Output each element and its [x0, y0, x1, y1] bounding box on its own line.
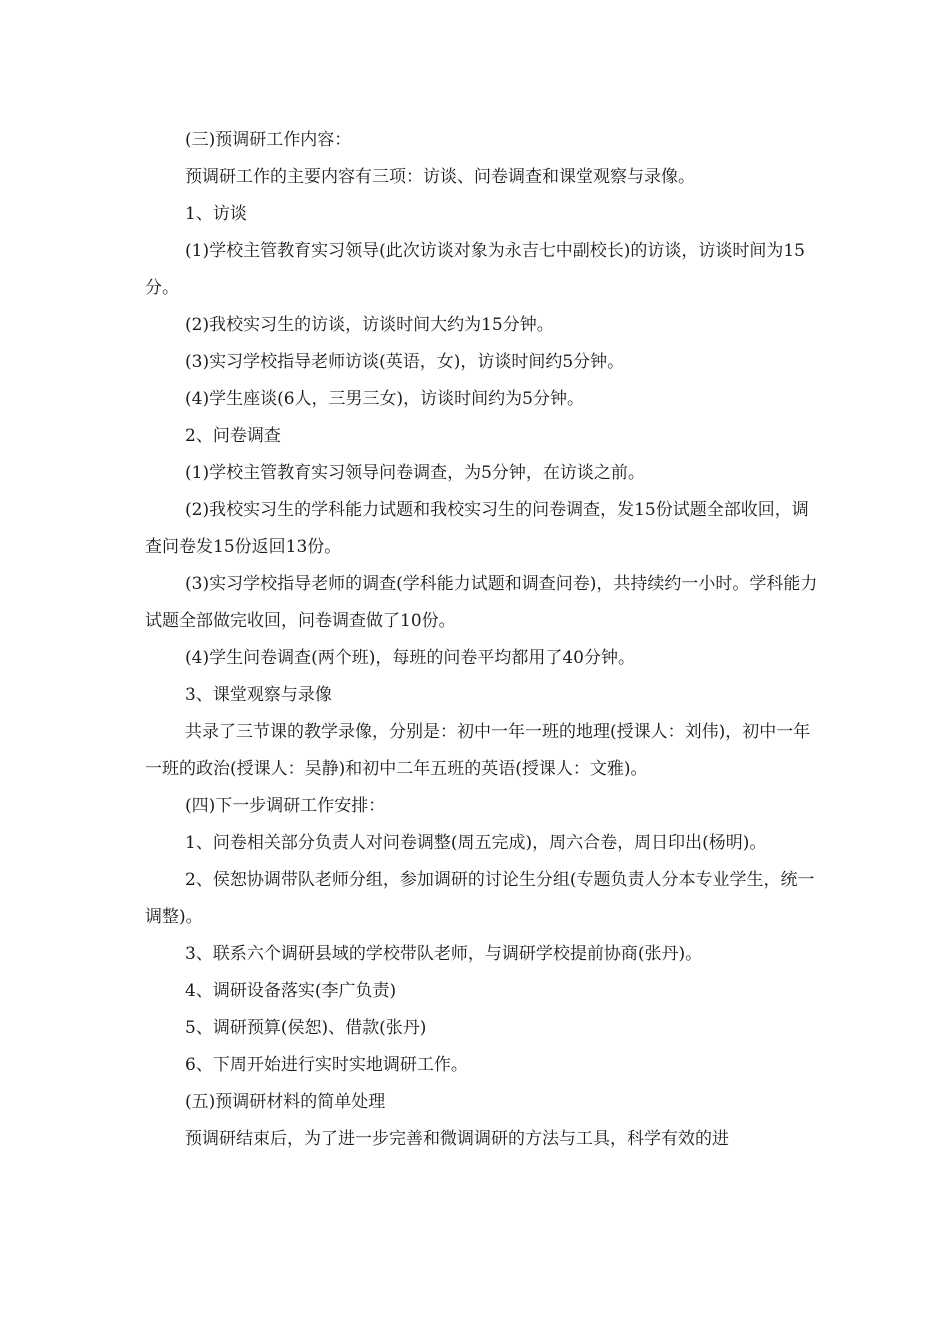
paragraph: (3)实习学校指导老师访谈(英语，女)，访谈时间约5分钟。 — [185, 352, 625, 372]
paragraph: 5、调研预算(侯恕)、借款(张丹) — [185, 1018, 427, 1038]
paragraph: 共录了三节课的教学录像，分别是：初中一年一班的地理(授课人：刘伟)，初中一年一班的政治(授课人：吴静)和初中二年五班的英语(授课人：文雅)。 — [145, 722, 811, 779]
paragraph: (1)学校主管教育实习领导问卷调查，为5分钟，在访谈之前。 — [185, 463, 645, 483]
paragraph: 预调研结束后，为了进一步完善和微调调研的方法与工具，科学有效的进 — [185, 1129, 729, 1149]
paragraph: (2)我校实习生的访谈，访谈时间大约为15分钟。 — [185, 315, 554, 335]
paragraph: 6、下周开始进行实时实地调研工作。 — [185, 1055, 468, 1075]
paragraph: 3、联系六个调研县域的学校带队老师，与调研学校提前协商(张丹)。 — [185, 944, 703, 964]
paragraph: (1)学校主管教育实习领导(此次访谈对象为永吉七中副校长)的访谈，访谈时间为15分。 — [145, 241, 805, 298]
paragraph: (3)实习学校指导老师的调查(学科能力试题和调查问卷)，共持续约一小时。学科能力试题全部做完收回，问卷调查做了10份。 — [145, 574, 818, 631]
document-body — [145, 122, 820, 1158]
paragraph: (2)我校实习生的学科能力试题和我校实习生的问卷调查，发15份试题全部收回，调查问卷发15份返回13份。 — [145, 500, 809, 557]
paragraph: (4)学生问卷调查(两个班)，每班的问卷平均都用了40分钟。 — [185, 648, 635, 668]
paragraph: 3、课堂观察与录像 — [185, 685, 332, 705]
paragraph: 2、问卷调查 — [185, 426, 281, 446]
paragraph: (三)预调研工作内容： — [185, 130, 352, 150]
paragraph: 4、调研设备落实(李广负责) — [185, 981, 397, 1001]
paragraph: 1、问卷相关部分负责人对问卷调整(周五完成)，周六合卷，周日印出(杨明)。 — [185, 833, 767, 853]
paragraph: 预调研工作的主要内容有三项：访谈、问卷调查和课堂观察与录像。 — [185, 167, 695, 187]
paragraph: 1、访谈 — [185, 204, 247, 224]
paragraph: (4)学生座谈(6人，三男三女)，访谈时间约为5分钟。 — [185, 389, 584, 409]
paragraph: 2、侯恕协调带队老师分组，参加调研的讨论生分组(专题负责人分本专业学生，统一调整)。 — [145, 870, 815, 927]
paragraph: (五)预调研材料的简单处理 — [185, 1092, 386, 1112]
paragraph: (四)下一步调研工作安排： — [185, 796, 386, 816]
